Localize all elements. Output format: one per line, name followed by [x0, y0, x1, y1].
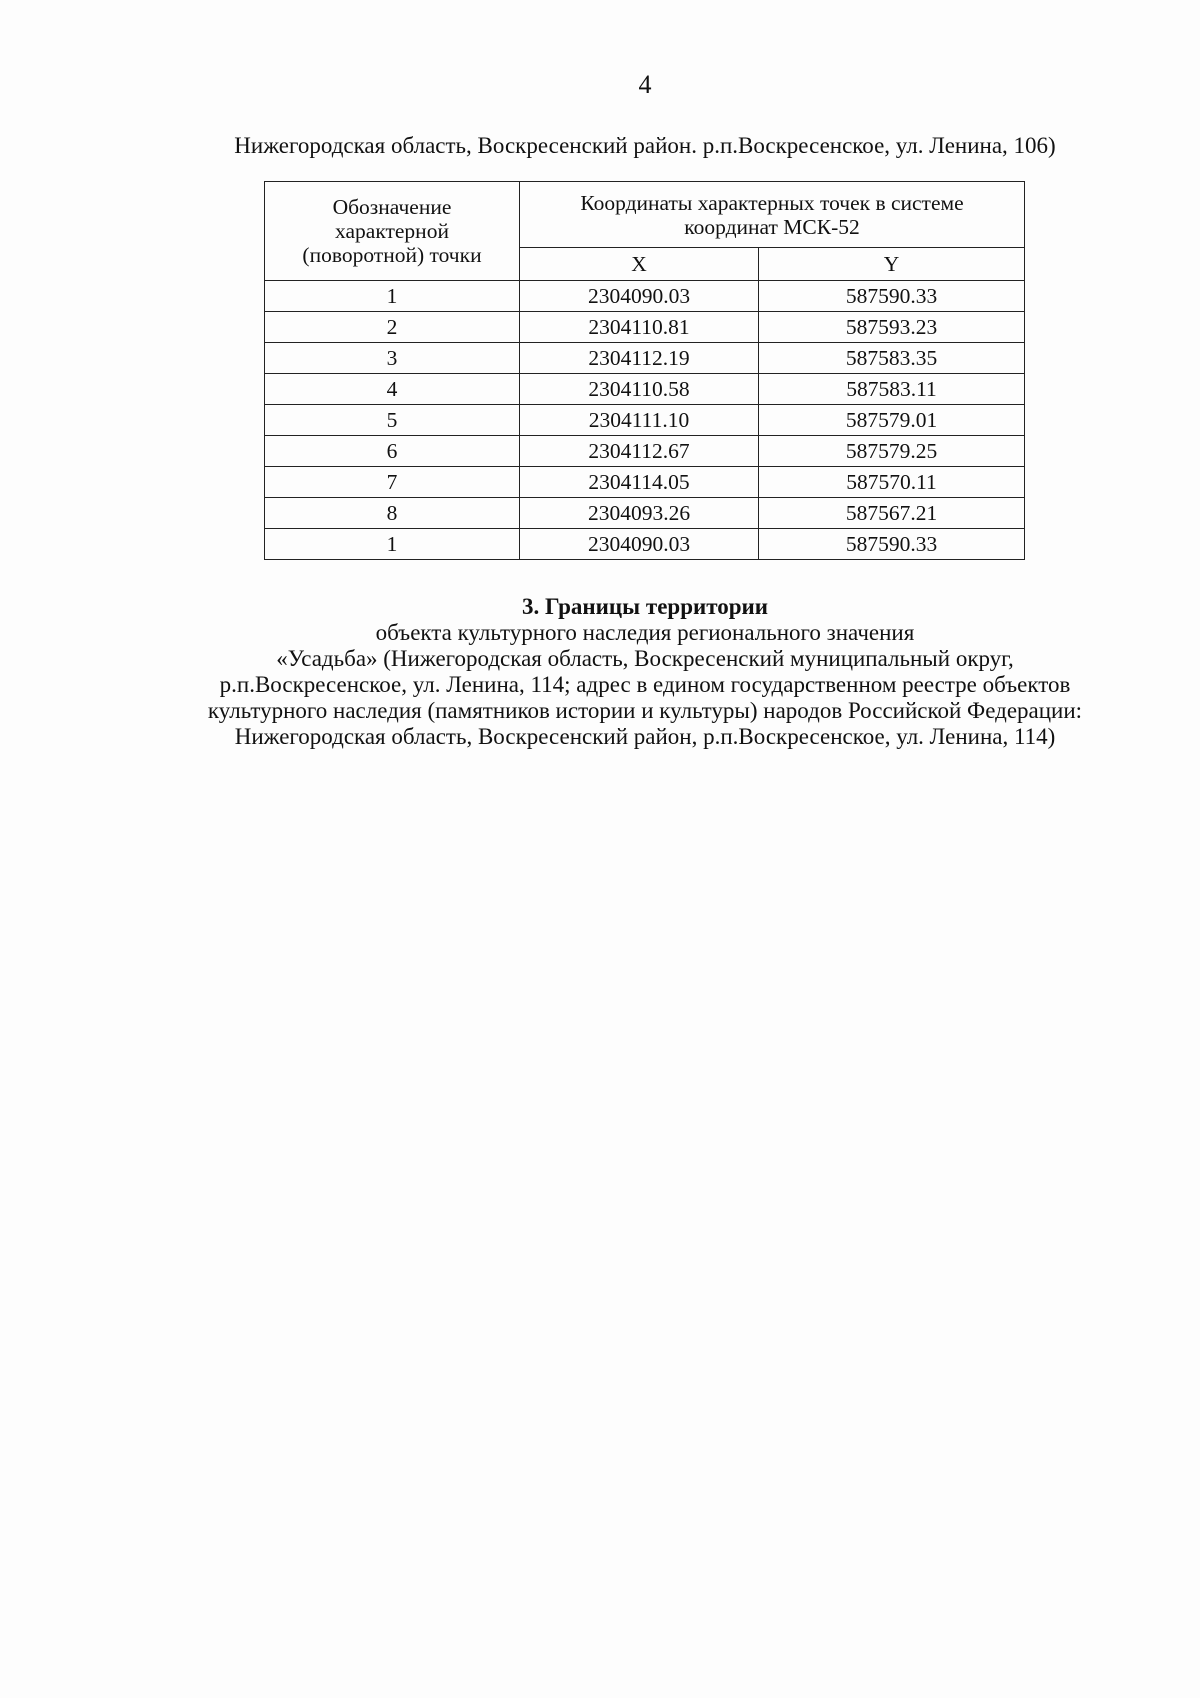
y-cell: 587590.33	[759, 529, 1025, 560]
point-cell: 1	[265, 281, 520, 312]
section-title: 3. Границы территории	[521, 594, 769, 619]
section-line: Нижегородская область, Воскресенский район, р.п.Воскресенское, ул. Ленина, 114)	[234, 724, 1056, 749]
y-cell: 587579.25	[759, 436, 1025, 467]
y-cell: 587570.11	[759, 467, 1025, 498]
point-cell: 7	[265, 467, 520, 498]
table-row	[265, 498, 1025, 529]
header-y: Y	[759, 248, 1025, 281]
table-row	[265, 529, 1025, 560]
table-row	[265, 467, 1025, 498]
table-row	[265, 436, 1025, 467]
point-cell: 2	[265, 312, 520, 343]
y-cell: 587567.21	[759, 498, 1025, 529]
x-cell: 2304090.03	[520, 281, 759, 312]
header-point-line: характерной	[335, 219, 449, 243]
page-number: 4	[638, 70, 652, 99]
x-cell: 2304112.67	[520, 436, 759, 467]
point-cell: 1	[265, 529, 520, 560]
point-cell: 5	[265, 405, 520, 436]
section-line: культурного наследия (памятников истории и культуры) народов Российской Федерации:	[207, 698, 1083, 723]
header-x: X	[520, 248, 759, 281]
point-cell: 4	[265, 374, 520, 405]
x-cell: 2304111.10	[520, 405, 759, 436]
x-cell: 2304090.03	[520, 529, 759, 560]
header-point-line: (поворотной) точки	[302, 243, 482, 267]
table-row	[265, 343, 1025, 374]
table-row	[265, 374, 1025, 405]
section-line: р.п.Воскресенское, ул. Ленина, 114; адрес в едином государственном реестре объектов	[219, 672, 1071, 697]
header-point	[265, 182, 520, 281]
header-point-line: Обозначение	[332, 195, 452, 219]
x-cell: 2304110.81	[520, 312, 759, 343]
section-block	[0, 594, 1200, 750]
x-cell: 2304112.19	[520, 343, 759, 374]
header-coords-line: координат МСК-52	[684, 214, 860, 239]
point-cell: 8	[265, 498, 520, 529]
point-cell: 3	[265, 343, 520, 374]
y-cell: 587583.11	[759, 374, 1025, 405]
address-line: Нижегородская область, Воскресенский район. р.п.Воскресенское, ул. Ленина, 106)	[234, 133, 1056, 158]
table-row	[265, 312, 1025, 343]
x-cell: 2304093.26	[520, 498, 759, 529]
section-line: «Усадьба» (Нижегородская область, Воскресенский муниципальный округ,	[276, 646, 1014, 671]
section-line: объекта культурного наследия регионального значения	[375, 620, 915, 645]
x-cell: 2304110.58	[520, 374, 759, 405]
x-cell: 2304114.05	[520, 467, 759, 498]
table-row	[265, 405, 1025, 436]
coordinates-table	[264, 181, 1025, 560]
header-coords-line: Координаты характерных точек в системе	[580, 190, 964, 215]
point-cell: 6	[265, 436, 520, 467]
y-cell: 587579.01	[759, 405, 1025, 436]
table-row	[265, 281, 1025, 312]
y-cell: 587593.23	[759, 312, 1025, 343]
y-cell: 587583.35	[759, 343, 1025, 374]
header-coords	[520, 182, 1025, 248]
y-cell: 587590.33	[759, 281, 1025, 312]
